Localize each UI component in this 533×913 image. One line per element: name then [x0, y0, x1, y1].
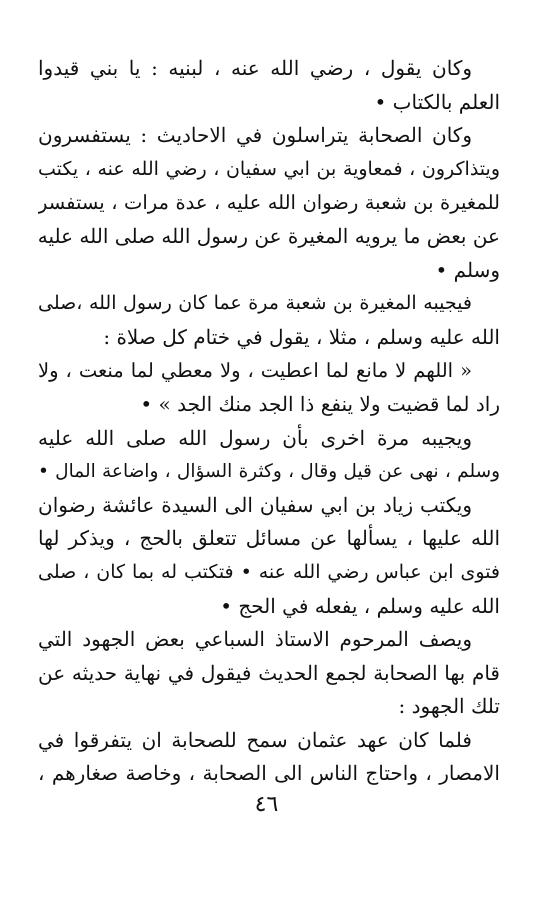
text-line: قام بها الصحابة لجمع الحديث فيقول في نهاية حديثه عن — [38, 660, 500, 685]
text-line: فتوى ابن عباس رضي الله عنه • فتكتب له بما كان ، صلى — [38, 560, 500, 583]
text-line: العلم بالكتاب • — [374, 89, 500, 114]
text-line: تلك الجهود : — [398, 694, 500, 719]
text-line: « اللهم لا مانع لما اعطيت ، ولا معطي لما منعت ، ولا — [38, 359, 472, 383]
page-number: ٤٦ — [254, 792, 279, 817]
text-line: الله عليها ، يسألها عن مسائل تتعلق بالحج ، ويذكر لها — [38, 526, 500, 551]
text-line: الله عليه وسلم ، مثلا ، يقول في ختام كل صلاة : — [103, 324, 500, 349]
text-line: فيجيبه المغيرة بن شعبة مرة عما كان رسول الله ،صلى — [38, 292, 472, 315]
text-line: راد لما قضيت ولا ينفع ذا الجد منك الجد » • — [140, 391, 500, 416]
text-line: الله عليه وسلم ، يفعله في الحج • — [220, 593, 500, 618]
body-text — [38, 52, 500, 791]
text-line: فلما كان عهد عثمان سمح للصحابة ان يتفرقوا في — [38, 727, 472, 752]
text-line: وكان يقول ، رضي الله عنه ، لبنيه : يا بني قيدوا — [38, 56, 472, 80]
text-line: ويصف المرحوم الاستاذ السباعي بعض الجهود التي — [38, 627, 472, 652]
text-line: عن بعض ما يرويه المغيرة عن رسول الله صلى الله عليه — [38, 223, 500, 248]
text-line: وكان الصحابة يتراسلون في الاحاديث : يستفسرون — [38, 123, 472, 148]
text-line: ويكتب زياد بن ابي سفيان الى السيدة عائشة رضوان — [38, 492, 472, 517]
text-line: للمغيرة بن شعبة رضوان الله عليه ، عدة مرات ، يستفسر — [38, 191, 500, 215]
text-line: الامصار ، واحتاج الناس الى الصحابة ، وخاصة صغارهم ، — [38, 761, 500, 786]
text-line: وسلم • — [435, 257, 500, 282]
text-line: وسلم ، نهى عن قيل وقال ، وكثرة السؤال ، واضاعة المال • — [38, 461, 500, 483]
text-line: ويتذاكرون ، فمعاوية بن ابي سفيان ، رضي الله عنه ، يكتب — [38, 157, 500, 180]
text-line: ويجيبه مرة اخرى بأن رسول الله صلى الله عليه — [38, 425, 472, 450]
